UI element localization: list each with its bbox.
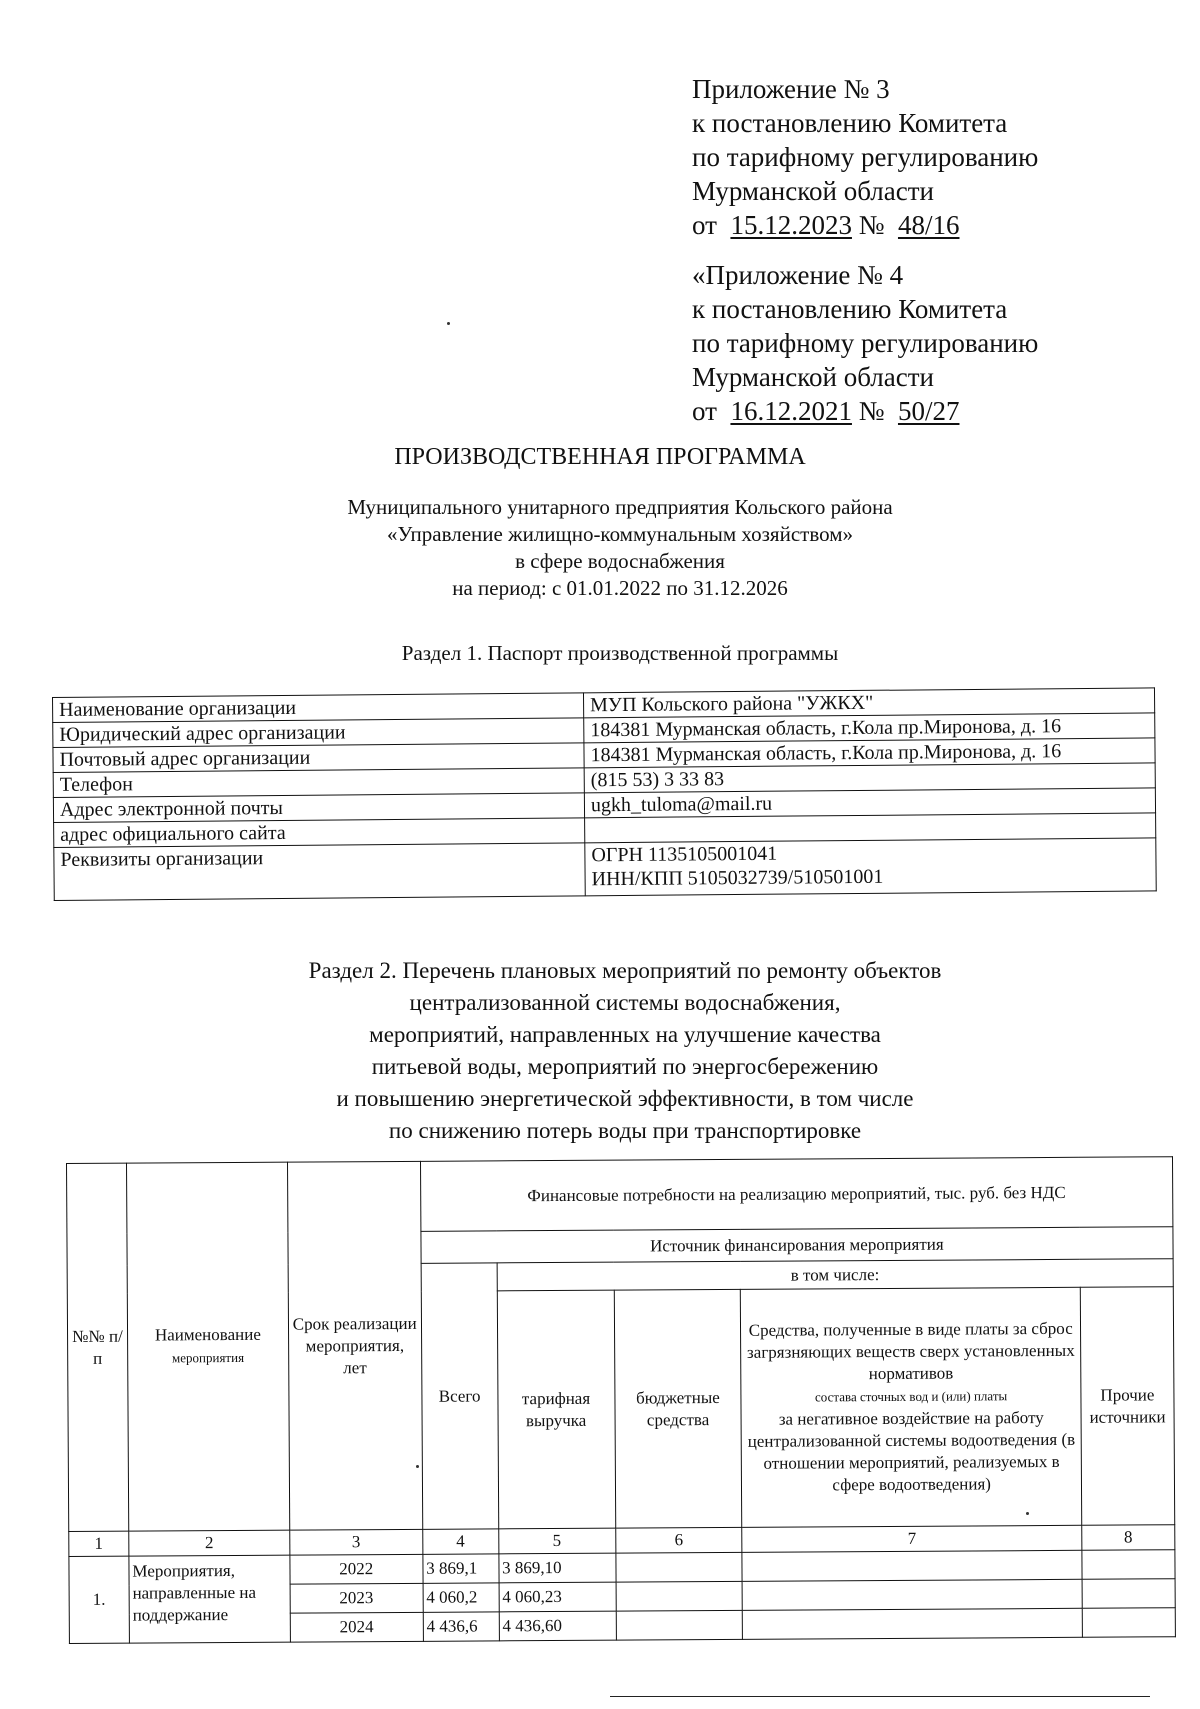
header-financial-needs: Финансовые потребности на реализацию мероприятий, тыс. руб. без НДС: [420, 1157, 1173, 1232]
activity-name: Мероприятия, направленные на поддержание: [129, 1555, 290, 1643]
title-line: по снижению потерь воды при транспортировке: [388, 1118, 862, 1143]
resolution-number: 50/27: [897, 396, 960, 426]
passport-value: ugkh_tuloma@mail.ru: [584, 788, 1155, 818]
total-cell: 3 869,1: [423, 1554, 499, 1583]
year-cell: 2023: [290, 1583, 423, 1613]
fees-text: Средства, полученные в виде платы за сброс загрязняющих веществ сверх установленных нормативов: [746, 1318, 1075, 1384]
year-cell: 2024: [290, 1612, 423, 1642]
appendix-date-line: [692, 208, 1152, 242]
number-prefix: №: [858, 210, 885, 240]
other-cell: [1082, 1550, 1175, 1580]
header-term: Срок реализации мероприятия, лет: [287, 1161, 422, 1530]
scan-speck: [416, 1465, 419, 1468]
passport-label: адрес официального сайта: [54, 818, 585, 848]
date-prefix: от: [692, 396, 717, 426]
title-line: и повышению энергетической эффективности, в том числе: [336, 1086, 914, 1111]
appendix-current-header: [692, 72, 1152, 242]
passport-value: [585, 838, 1156, 896]
title-line: питьевой воды, мероприятий по энергосбережению: [371, 1054, 879, 1079]
header-funding-source: Источник финансирования мероприятия: [421, 1227, 1173, 1264]
scan-speck: [1026, 1512, 1029, 1515]
budget-cell: [615, 1552, 742, 1582]
fees-cell: [742, 1579, 1082, 1610]
year-cell: 2022: [290, 1554, 423, 1584]
passport-value: МУП Кольского района "УЖКХ": [583, 688, 1154, 718]
column-number: 7: [742, 1525, 1082, 1552]
header-including: в том числе:: [497, 1259, 1174, 1291]
fees-text: за негативное воздействие на работу централизованной системы водоотведения (в отношении мероприятий, реализуемых в сфере водоотведения): [747, 1408, 1076, 1495]
column-number: 5: [498, 1528, 615, 1554]
requisite-line: ОГРН 1135105001041: [591, 842, 778, 867]
passport-label: Юридический адрес организации: [53, 718, 584, 748]
passport-value: 184381 Мурманская область, г.Кола пр.Миронова, д. 16: [584, 713, 1155, 743]
passport-value: 184381 Мурманская область, г.Кола пр.Миронова, д. 16: [584, 738, 1155, 768]
other-cell: [1082, 1579, 1175, 1609]
subtitle-line: на период: с 01.01.2022 по 31.12.2026: [452, 576, 788, 600]
header-name-sub: мероприятия: [171, 1349, 245, 1366]
table-row: [54, 838, 1156, 901]
appendix-line: по тарифному регулированию: [692, 142, 1039, 172]
column-number: 1: [69, 1531, 129, 1556]
number-prefix: №: [858, 396, 885, 426]
tariff-cell: 4 436,60: [499, 1611, 616, 1641]
passport-value: (815 53) 3 33 83: [584, 763, 1155, 793]
appendix-line: по тарифному регулированию: [692, 328, 1039, 358]
appendix-line: «Приложение № 4: [692, 260, 904, 290]
header-tariff: тарифная выручка: [497, 1290, 615, 1529]
resolution-number: 48/16: [897, 210, 960, 240]
column-number: 3: [290, 1529, 423, 1555]
subtitle-line: в сфере водоснабжения: [515, 549, 725, 573]
requisite-line: ИНН/КПП 5105032739/510501001: [591, 865, 884, 891]
budget-cell: [616, 1581, 743, 1611]
budget-cell: [616, 1610, 743, 1640]
scan-speck: [447, 322, 450, 325]
header-fees: [741, 1287, 1082, 1527]
column-number: 4: [422, 1529, 498, 1554]
other-cell: [1082, 1608, 1175, 1638]
subtitle-line: Муниципального унитарного предприятия Кольского района: [347, 495, 893, 519]
header-other: Прочие источники: [1080, 1287, 1174, 1526]
column-number: 8: [1082, 1525, 1175, 1551]
section2-title: [35, 955, 1200, 1147]
header-num: №№ п/п: [67, 1163, 129, 1531]
fees-text-small: состава сточных вод и (или) платы: [814, 1388, 1008, 1405]
program-title: ПРОИЗВОДСТВЕННАЯ ПРОГРАММА: [394, 444, 806, 470]
page-edge-line: [610, 1696, 1150, 1697]
header-budget: бюджетные средства: [614, 1289, 742, 1528]
passport-label: Почтовый адрес организации: [53, 743, 584, 773]
passport-label: Адрес электронной почты: [53, 793, 584, 823]
appendix-date-line: [692, 394, 1152, 428]
appendix-original-header: [692, 258, 1152, 428]
fees-cell: [743, 1608, 1083, 1639]
tariff-cell: 4 060,23: [499, 1582, 616, 1612]
appendix-line: Мурманской области: [692, 176, 934, 206]
passport-label: Реквизиты организации: [54, 843, 585, 901]
appendix-line: к постановлению Комитета: [692, 108, 1008, 138]
program-subtitle: [30, 494, 1200, 602]
appendix-line: Мурманской области: [692, 362, 934, 392]
header-total: Всего: [421, 1263, 499, 1529]
section1-title: Раздел 1. Паспорт производственной программы: [401, 641, 839, 665]
subtitle-line: «Управление жилищно-коммунальным хозяйством»: [387, 522, 853, 546]
appendix-line: к постановлению Комитета: [692, 294, 1008, 324]
column-number: 2: [129, 1530, 290, 1556]
column-number: 6: [615, 1527, 742, 1553]
resolution-date: 16.12.2021: [730, 396, 852, 426]
passport-table: [52, 687, 1157, 901]
total-cell: 4 436,6: [423, 1612, 499, 1641]
row-number: 1.: [69, 1556, 129, 1643]
date-prefix: от: [692, 210, 717, 240]
header-name: [126, 1162, 289, 1531]
resolution-date: 15.12.2023: [730, 210, 852, 240]
tariff-cell: 3 869,10: [499, 1553, 616, 1583]
title-line: мероприятий, направленных на улучшение качества: [369, 1022, 881, 1047]
header-name-main: Наименование: [154, 1324, 261, 1345]
title-line: централизованной системы водоснабжения,: [409, 990, 841, 1015]
fees-cell: [742, 1550, 1082, 1581]
passport-label: Телефон: [53, 768, 584, 798]
title-line: Раздел 2. Перечень плановых мероприятий по ремонту объектов: [308, 958, 942, 983]
activities-table: [66, 1156, 1176, 1644]
passport-label: Наименование организации: [53, 693, 584, 723]
total-cell: 4 060,2: [423, 1583, 499, 1612]
appendix-line: Приложение № 3: [692, 74, 890, 104]
